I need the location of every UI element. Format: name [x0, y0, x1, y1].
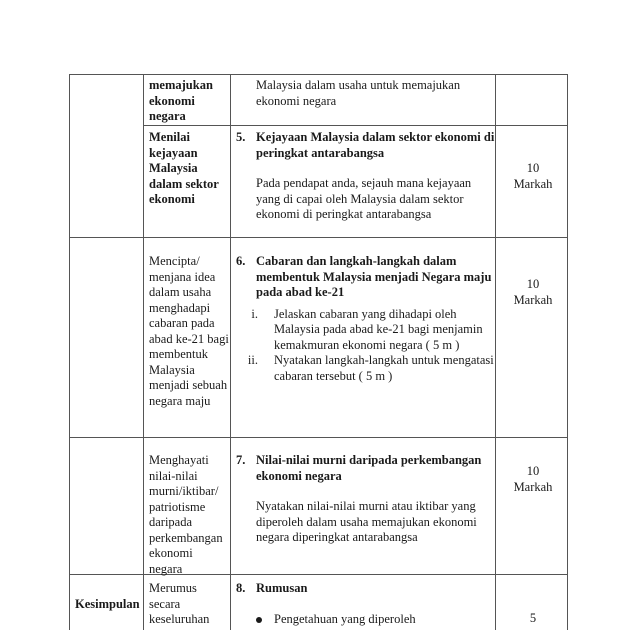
marks-cell-row4 [499, 464, 567, 495]
objective-cell-row4 [149, 453, 229, 577]
sub-question-numeral: ii. [247, 353, 258, 367]
sub-question-text: Nyatakan langkah-langkah untuk mengatasi cabaran tersebut ( 5 m ) [274, 353, 494, 383]
section-label: Kesimpulan [75, 597, 140, 611]
question-heading [236, 453, 496, 484]
question-title: Nilai-nilai murni daripada perkembangan ekonomi negara [256, 453, 482, 483]
column-divider [230, 74, 231, 630]
question-title: Cabaran dan langkah-langkah dalam membentuk Malaysia menjadi Negara maju pada abad ke-21 [256, 254, 492, 299]
marks-cell-row2 [499, 161, 567, 192]
question-heading [236, 581, 496, 597]
bullet-dot [256, 617, 262, 623]
marks-value: 10 [526, 277, 540, 291]
objective-cell-row2 [149, 130, 229, 208]
marks-cell-row5 [499, 611, 567, 627]
question-body: Pada pendapat anda, sejauh mana kejayaan yang di capai oleh Malaysia dalam sektor ekonomi di peringkat antarabangsa [256, 176, 472, 221]
question-body: Nyatakan nilai-nilai murni atau iktibar yang diperoleh dalam usaha memajukan ekonomi negara diperingkat antarabangsa [256, 499, 477, 544]
objective-cell-row1 [149, 78, 229, 125]
sub-question [236, 307, 496, 354]
task-cell-row2 [236, 130, 496, 223]
objective-text: Merumus secara keseluruhan [149, 581, 210, 626]
question-heading [236, 254, 496, 301]
objective-cell-row5 [149, 581, 229, 628]
marks-cell-row3 [499, 277, 567, 308]
question-number: 5. [236, 130, 246, 144]
sub-question-numeral: i. [251, 306, 258, 321]
bullet-text: Pengetahuan yang diperoleh [274, 611, 416, 626]
question-number: 8. [236, 581, 246, 595]
sub-question [236, 353, 496, 384]
marks-unit: Markah [513, 292, 553, 307]
objective-cell-row3 [149, 254, 229, 409]
objective-text: Menilai kejayaan Malaysia dalam sektor ekonomi [149, 130, 219, 206]
question-number: 7. [236, 453, 246, 467]
task-cell-row5 [236, 581, 496, 627]
marks-value: 10 [526, 464, 540, 478]
table-left-border [69, 74, 70, 630]
sub-question-text: Jelaskan cabaran yang dihadapi oleh Malaysia pada abad ke-21 bagi menjamin kemakmuran ekonomi negara ( 5 m ) [274, 306, 483, 352]
column-divider [143, 74, 144, 630]
task-cell-row4 [236, 453, 496, 546]
objective-text: Mencipta/ menjana idea dalam usaha menghadapi cabaran pada abad ke-21 bagi membentuk Malaysia menjadi sebuah negara maju [149, 254, 229, 408]
objective-text: memajukan ekonomi negara [149, 78, 213, 123]
question-title: Kejayaan Malaysia dalam sektor ekonomi di peringkat antarabangsa [256, 130, 495, 160]
question-heading [236, 130, 496, 161]
bullet-item [236, 612, 496, 628]
question-title: Rumusan [256, 581, 308, 595]
marks-value: 5 [529, 611, 537, 625]
objective-text: Menghayati nilai-nilai murni/iktibar/ patriotisme daripada perkembangan ekonomi negara [149, 453, 223, 576]
row-divider [143, 125, 567, 126]
table-right-border [567, 74, 568, 630]
question-number: 6. [236, 254, 246, 268]
task-cell-row1 [256, 78, 496, 109]
marks-value: 10 [526, 161, 540, 175]
marks-unit: Markah [513, 176, 553, 191]
marks-unit: Markah [513, 479, 553, 494]
task-cell-row3 [236, 254, 496, 384]
task-text: Malaysia dalam usaha untuk memajukan ekonomi negara [256, 78, 461, 108]
